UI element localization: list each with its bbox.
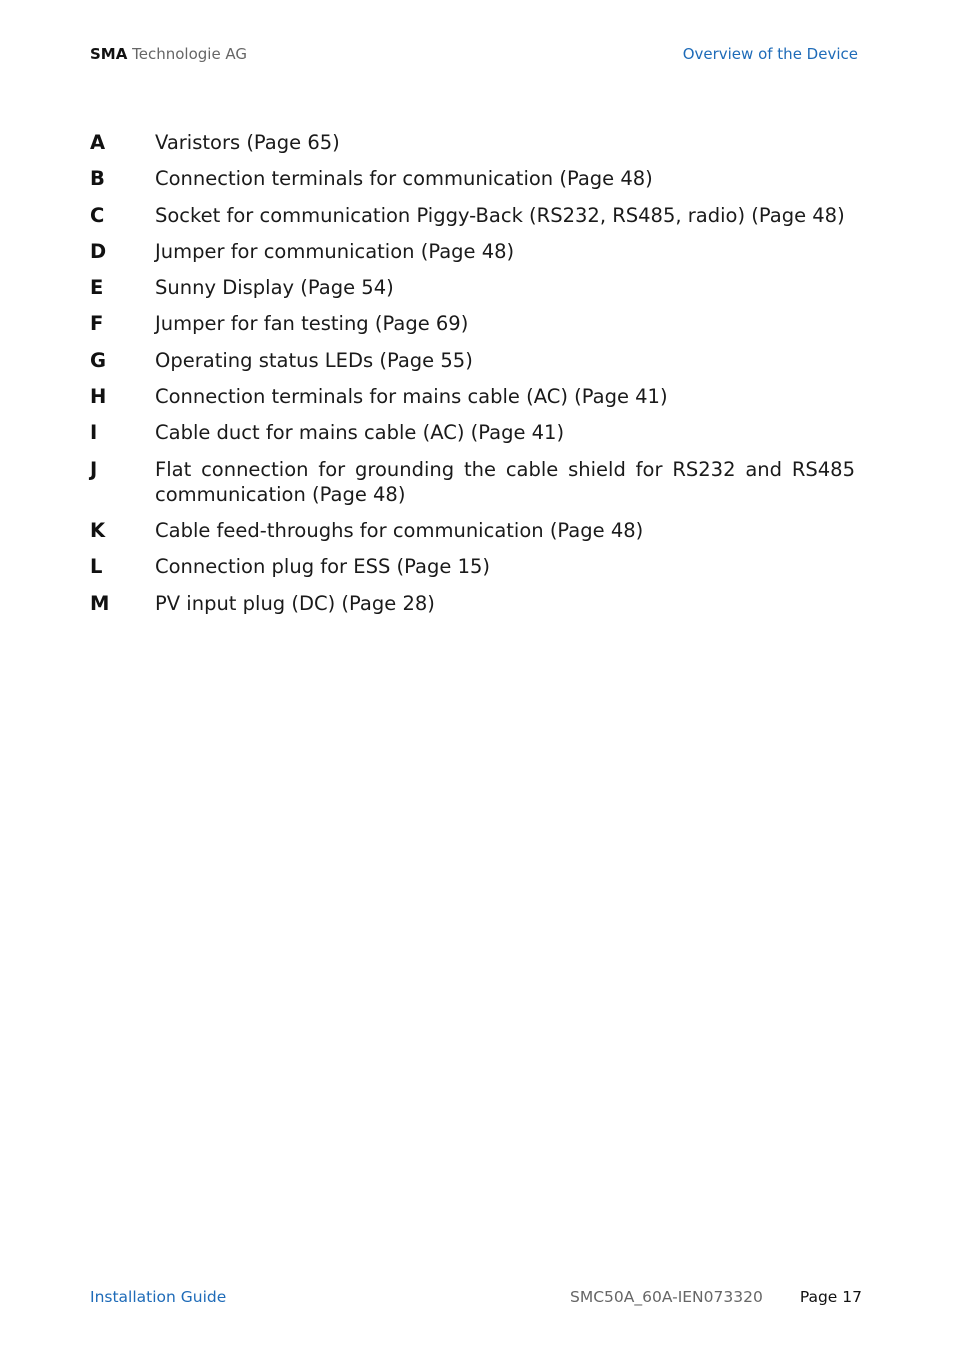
legend-description: Connection terminals for mains cable (AC) (Page 41) — [155, 385, 668, 409]
legend-key: G — [90, 348, 107, 372]
page-number: Page 17 — [799, 1288, 862, 1306]
legend-key: K — [90, 519, 106, 543]
legend-item — [90, 346, 855, 382]
legend-description: Jumper for fan testing (Page 69) — [155, 312, 469, 336]
legend-description: Varistors (Page 65) — [155, 131, 340, 154]
legend-key: F — [90, 312, 104, 336]
company-suffix: Technologie AG — [132, 45, 248, 63]
legend-item — [90, 128, 855, 164]
legend-item — [90, 552, 855, 588]
page-footer — [90, 1288, 862, 1310]
legend-key: D — [90, 239, 107, 263]
legend-description: Flat connection for grounding the cable shield for RS232 and RS485 communication (Page 48) — [155, 457, 855, 506]
legend-item — [90, 164, 855, 200]
company-name — [90, 45, 247, 63]
legend-item — [90, 273, 855, 309]
legend-item — [90, 237, 855, 273]
legend-item — [90, 455, 855, 517]
legend-item — [90, 516, 855, 552]
document-type: Installation Guide — [90, 1288, 227, 1306]
brand-name: SMA — [90, 45, 128, 63]
component-legend — [90, 128, 855, 625]
legend-key: J — [90, 457, 98, 481]
legend-description: Jumper for communication (Page 48) — [155, 239, 515, 263]
legend-key: M — [90, 591, 110, 615]
legend-key: E — [90, 276, 104, 300]
legend-description: PV input plug (DC) (Page 28) — [155, 591, 435, 615]
legend-description: Connection plug for ESS (Page 15) — [155, 555, 490, 579]
legend-item — [90, 309, 855, 345]
document-id: SMC50A_60A-IEN073320 — [570, 1288, 763, 1306]
legend-description: Cable duct for mains cable (AC) (Page 41) — [155, 421, 565, 445]
legend-item — [90, 418, 855, 454]
legend-description: Operating status LEDs (Page 55) — [155, 348, 473, 372]
legend-key: A — [90, 131, 106, 154]
legend-description: Socket for communication Piggy-Back (RS232, RS485, radio) (Page 48) — [155, 203, 845, 227]
legend-description: Cable feed-throughs for communication (Page 48) — [155, 519, 644, 543]
legend-key: L — [90, 555, 103, 579]
legend-item — [90, 589, 855, 625]
legend-key: B — [90, 167, 105, 191]
legend-item — [90, 382, 855, 418]
legend-key: C — [90, 203, 105, 227]
legend-description: Sunny Display (Page 54) — [155, 276, 394, 300]
page-header — [90, 45, 858, 67]
section-title: Overview of the Device — [682, 45, 858, 63]
legend-description: Connection terminals for communication (Page 48) — [155, 167, 653, 191]
legend-item — [90, 201, 855, 237]
legend-key: H — [90, 385, 107, 409]
legend-key: I — [90, 421, 98, 445]
